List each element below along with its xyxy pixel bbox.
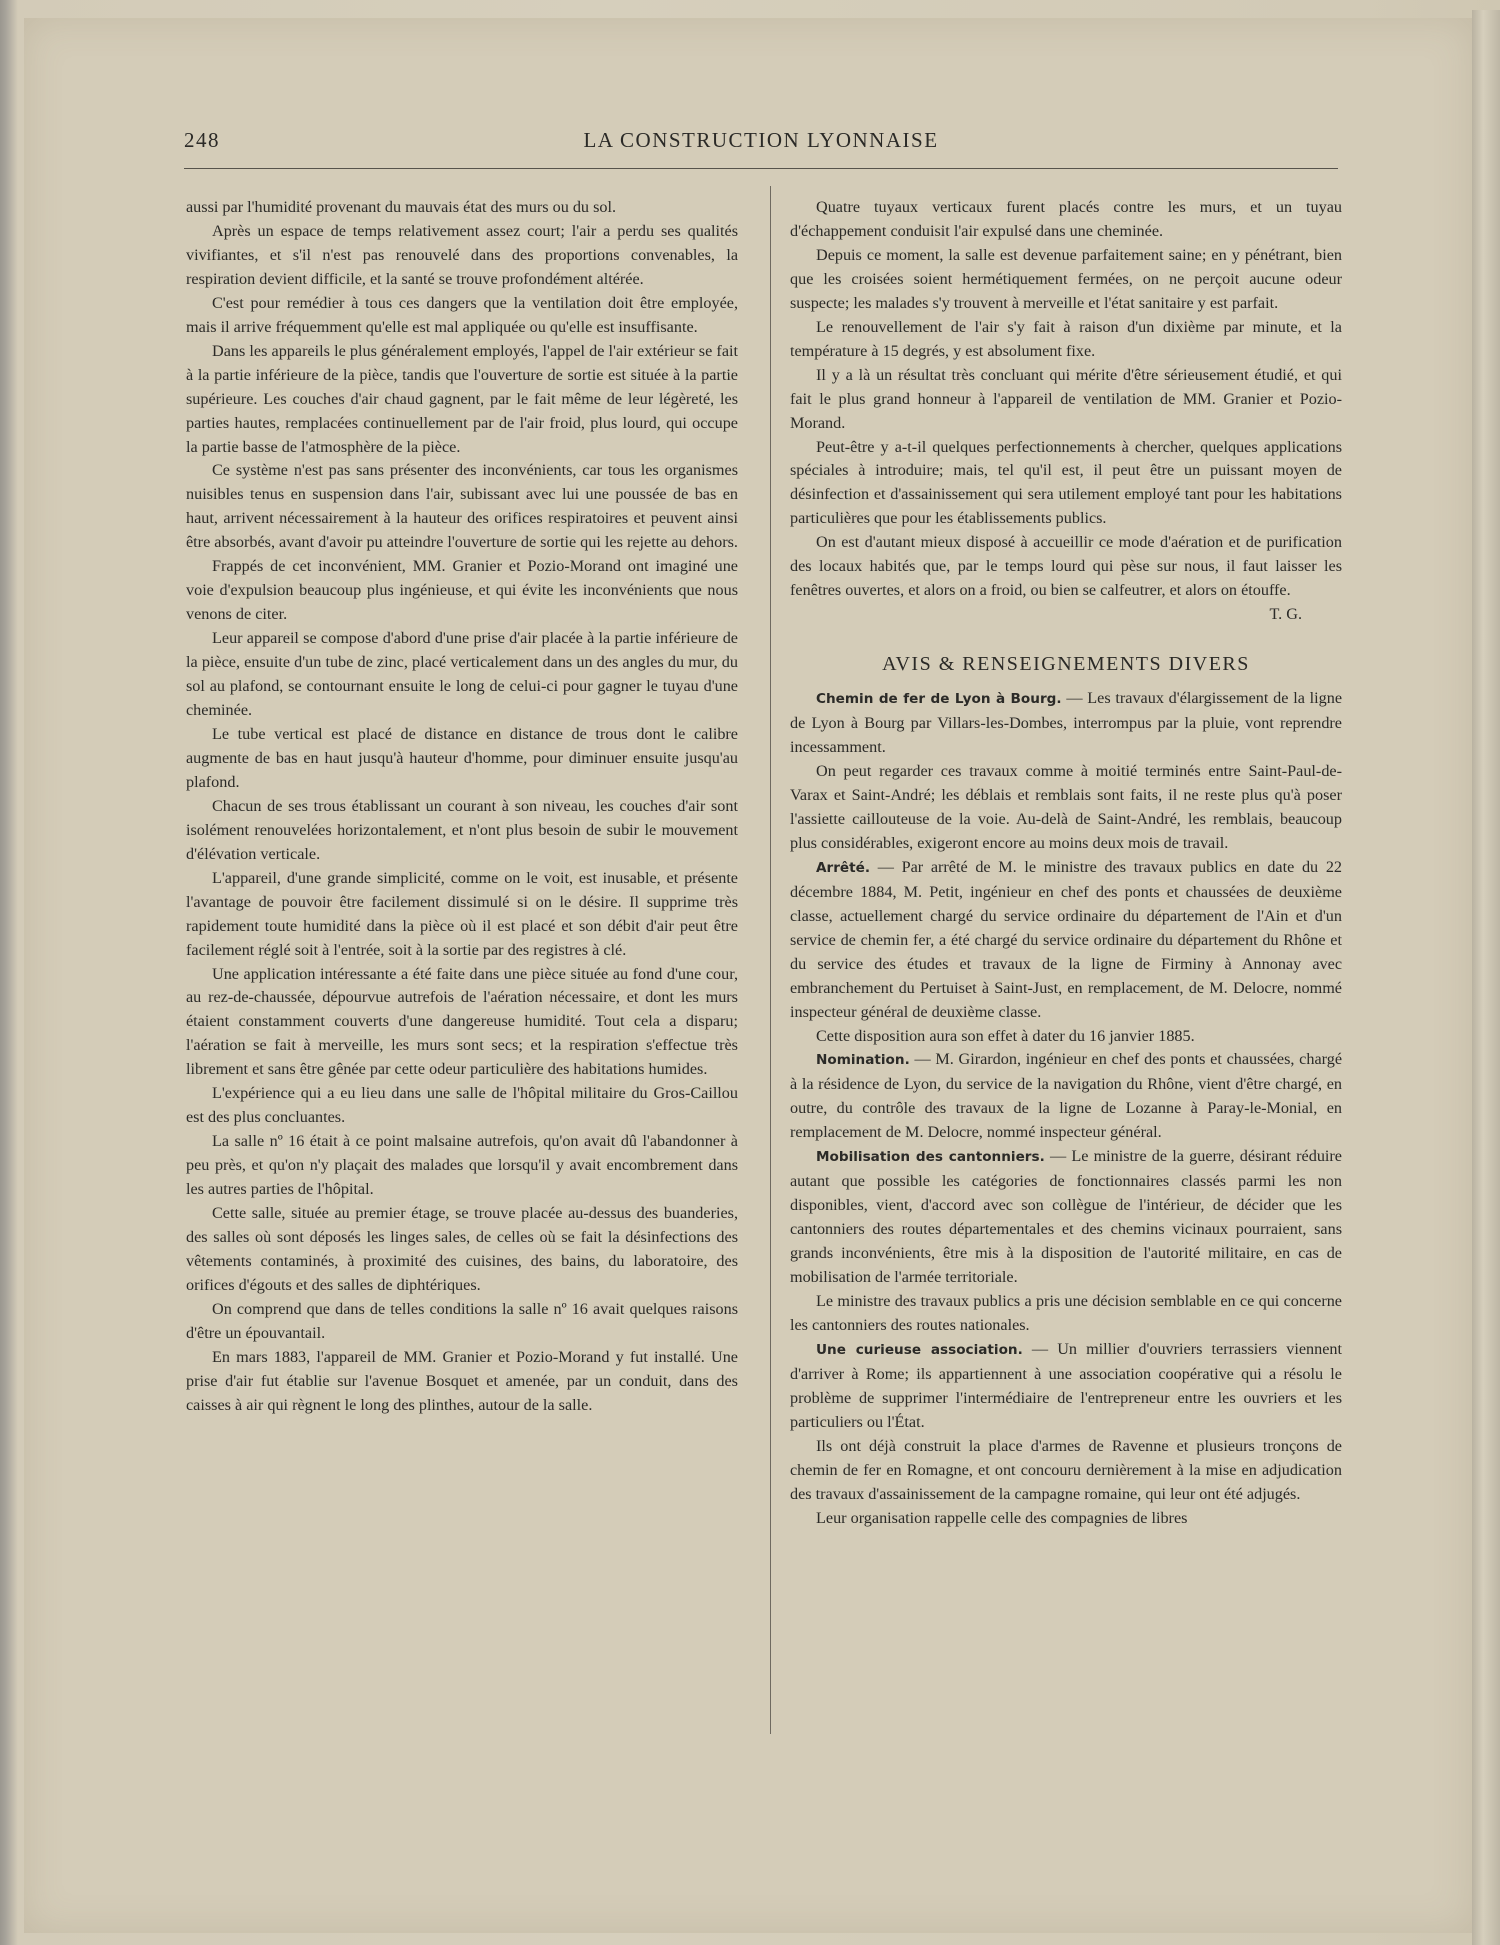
journal-title: LA CONSTRUCTION LYONNAISE [583,128,939,152]
paragraph: Après un espace de temps relativement assez court; l'air a perdu ses qualités vivifiantes, et s'il n'est pas renouvelé dans des proportions convenables, la respiration devient difficile, et la santé se trouve profondément altérée. [186,221,738,288]
notice-text: Leur organisation rappelle celle des compagnies de libres [816,1508,1188,1527]
paragraph: Le renouvellement de l'air s'y fait à raison d'un dixième par minute, et la température à 15 degrés, y est absolument fixe. [790,317,1342,360]
notice-text: — Les travaux d'élargissement de la ligne de Lyon à Bourg par Villars-les-Dombes, interrompus par la pluie, vont reprendre incessamment. [790,689,1342,757]
notice-item [790,1025,1342,1049]
notice-item [790,687,1342,760]
paragraph: Leur appareil se compose d'abord d'une prise d'air placée à la partie inférieure de la pièce, ensuite d'un tube de zinc, placé verticalement dans un des angles du mur, du sol au plafond, se contournant ensuite le long de celui-ci pour gagner le tuyau d'une cheminée. [186,629,738,720]
notice-item [790,1048,1342,1145]
notice-text: Cette disposition aura son effet à dater du 16 janvier 1885. [816,1026,1195,1045]
paragraph: Ce système n'est pas sans présenter des inconvénients, car tous les organismes nuisibles tenus en suspension dans l'air, subissant avec lui une poussée de bas en haut, arrivent nécessairement à la hauteur des orifices respiratoires et peuvent ainsi être absorbés, avant d'avoir pu atteindre l'ouverture de sortie qui les rejette au dehors. [186,461,738,552]
paragraph: Le tube vertical est placé de distance en distance de trous dont le calibre augmente de bas en haut jusqu'à hauteur d'homme, pour diminuer ensuite jusqu'au plafond. [186,724,738,791]
notice-text: — M. Girardon, ingénieur en chef des ponts et chaussées, chargé à la résidence de Lyon, du service de la navigation du Rhône, vient d'être chargé, en outre, du contrôle des travaux de la ligne de Lozanne à Paray-le-Monial, en remplacement de M. Delocre, nommé inspecteur général. [790,1050,1343,1142]
page-number: 248 [184,128,220,152]
paragraph: On comprend que dans de telles conditions la salle nº 16 avait quelques raisons d'être un épouvantail. [186,1299,738,1342]
notice-heading: Nomination. [816,1052,910,1069]
paragraph: Dans les appareils le plus généralement employés, l'appel de l'air extérieur se fait à la partie inférieure de la pièce, tandis que l'ouverture de sortie est située à la partie supérieure. Les couches d'air chaud gagnent, par le fait même de leur légèreté, les parties hautes, remplacées continuellement par de l'air froid, plus lourd, qui occupe la partie basse de l'atmosphère de la pièce. [186,341,738,456]
notice-text: — Le ministre de la guerre, désirant réduire autant que possible les catégories de fonctionnaires classés parmi les non disponibles, vient, d'accord avec son collègue de l'intérieur, de décider que les cantonniers des routes départementales et des chemins vicinaux pourraient, sans grands inconvénients, être mis à la disposition de l'autorité militaire, en cas de mobilisation de l'armée territoriale. [790,1147,1342,1287]
article-closing-paragraph [790,531,1342,624]
paragraph: Il y a là un résultat très concluant qui mérite d'être sérieusement étudié, et qui fait le plus grand honneur à l'appareil de ventilation de MM. Granier et Pozio-Morand. [790,365,1342,432]
notice-heading: Une curieuse association. [816,1341,1023,1358]
notice-item [790,856,1342,1025]
paragraph: Depuis ce moment, la salle est devenue parfaitement saine; en y pénétrant, bien que les croisées soient hermétiquement fermées, on ne perçoit aucune odeur suspecte; les malades s'y trouvent à merveille et l'état sanitaire y est parfait. [790,245,1342,312]
notice-text: On peut regarder ces travaux comme à moitié terminés entre Saint-Paul-de-Varax et Saint-André; les déblais et remblais sont faits, il ne reste plus qu'à poser l'assiette caillouteuse de la voie. Au-delà de Saint-André, les remblais, beaucoup plus considérables, exigeront encore au moins deux mois de travail. [790,762,1342,852]
notice-item [790,1338,1342,1435]
notice-heading: Mobilisation des cantonniers. [816,1149,1045,1166]
paragraph: Quatre tuyaux verticaux furent placés contre les murs, et un tuyau d'échappement conduisit l'air expulsé dans une cheminée. [790,198,1342,240]
paragraph: Peut-être y a-t-il quelques perfectionnements à chercher, quelques applications spéciales à introduire; mais, tel qu'il est, il peut être un puissant moyen de désinfection et d'assainissement qui sera utilement employé tant pour les habitations particulières que pour les établissements publics. [790,437,1342,528]
paragraph: L'expérience qui a eu lieu dans une salle de l'hôpital militaire du Gros-Caillou est des plus concluantes. [186,1084,738,1127]
paragraph: Frappés de cet inconvénient, MM. Granier et Pozio-Morand ont imaginé une voie d'expulsion beaucoup plus ingénieuse, et qui évite les inconvénients que nous venons de citer. [186,557,738,624]
notice-item [790,1290,1342,1338]
paragraph: C'est pour remédier à tous ces dangers que la ventilation doit être employée, mais il arrive fréquemment qu'elle est mal appliquée ou qu'elle est insuffisante. [186,293,738,336]
author-signature: T. G. [1269,605,1302,624]
paragraph: Cette salle, située au premier étage, se trouve placée au-dessus des buanderies, des salles où sont déposés les linges sales, de celles où se fait la désinfections des vêtements contaminés, à proximité des cuisines, des bains, du laboratoire, des orifices d'égouts et des salles de diphtériques. [186,1204,738,1294]
running-header [184,128,1338,162]
notice-item [790,1145,1342,1290]
paragraph: Chacun de ses trous établissant un courant à son niveau, les couches d'air sont isolément renouvelées horizontalement, et n'ont plus besoin de subir le mouvement d'élévation verticale. [186,796,738,863]
notice-heading: Arrêté. [816,859,871,876]
notice-text: Ils ont déjà construit la place d'armes de Ravenne et plusieurs tronçons de chemin de fer en Romagne, et ont concouru dernièrement à la mise en adjudication des travaux d'assainissement de la campagne romaine, qui leur ont été adjugés. [790,1436,1342,1503]
notice-item [790,1507,1342,1531]
notice-text: — Par arrêté de M. le ministre des travaux publics en date du 22 décembre 1884, M. Petit, ingénieur en chef des ponts et chaussées de deuxième classe, actuellement chargé du service ordinaire du département de l'Ain et d'un service de chemin fer, a été chargé du service ordinaire du département du Rhône et du service des études et travaux de la ligne de Firminy à Annonay avec embranchement du Pertuiset à Saint-Just, en remplacement, de M. Delocre, nommé inspecteur général de deuxième classe. [790,857,1343,1021]
paragraph: aussi par l'humidité provenant du mauvais état des murs ou du sol. [186,198,617,216]
notice-item [790,760,1342,856]
left-column [186,196,738,1418]
next-page-edge [1472,10,1500,1945]
paragraph: Une application intéressante a été faite dans une pièce située au fond d'une cour, au rez-de-chaussée, dépourvue autrefois de l'aération nécessaire, et dont les murs étaient constamment couverts d'une dangereuse humidité. Tout cela a disparu; l'aération se fait à merveille, les murs sont secs; et la respiration s'effectue très librement et sans être gênée par cette odeur particulière des habitations humides. [186,964,738,1079]
notice-text: — Un millier d'ouvriers terrassiers viennent d'arriver à Rome; ils appartiennent à une association coopérative qui a résolu le problème de supprimer l'intermédiaire de l'entrepreneur entre les ouvriers et les particuliers ou l'État. [790,1339,1342,1431]
paragraph: La salle nº 16 était à ce point malsaine autrefois, qu'on avait dû l'abandonner à peu près, et qu'on n'y plaçait des malades que lorsqu'il y avait encombrement dans les autres parties de l'hôpital. [186,1132,738,1199]
paragraph-text: On est d'autant mieux disposé à accueillir ce mode d'aération et de purification des locaux habités que, par le temps lourd qui pèse sur nous, il faut laisser les fenêtres ouvertes, et alors on a froid, ou bien se calfeutrer, et alors on étouffe. [790,533,1342,600]
notice-text: Le ministre des travaux publics a pris une décision semblable en ce qui concerne les cantonniers des routes nationales. [790,1291,1342,1334]
header-rule [184,168,1338,169]
notice-heading: Chemin de fer de Lyon à Bourg. [816,691,1062,708]
section-title: AVIS & RENSEIGNEMENTS DIVERS [882,653,1250,676]
column-divider [770,186,771,1734]
notice-item [790,1435,1342,1507]
right-column [790,196,1342,1531]
paragraph: En mars 1883, l'appareil de MM. Granier et Pozio-Morand y fut installé. Une prise d'air fut établie sur l'avenue Bosquet et amenée, par un conduit, dans des caisses à air qui règnent le long des plinthes, autour de la salle. [186,1347,738,1414]
paragraph: L'appareil, d'une grande simplicité, comme on le voit, est inusable, et présente l'avantage de pouvoir être facilement dissimulé si on le désire. Il supprime très rapidement toute humidité dans la pièce où il est placé et son débit d'air peut être facilement réglé soit à l'entrée, soit à la sortie par des registres à clé. [186,868,738,959]
